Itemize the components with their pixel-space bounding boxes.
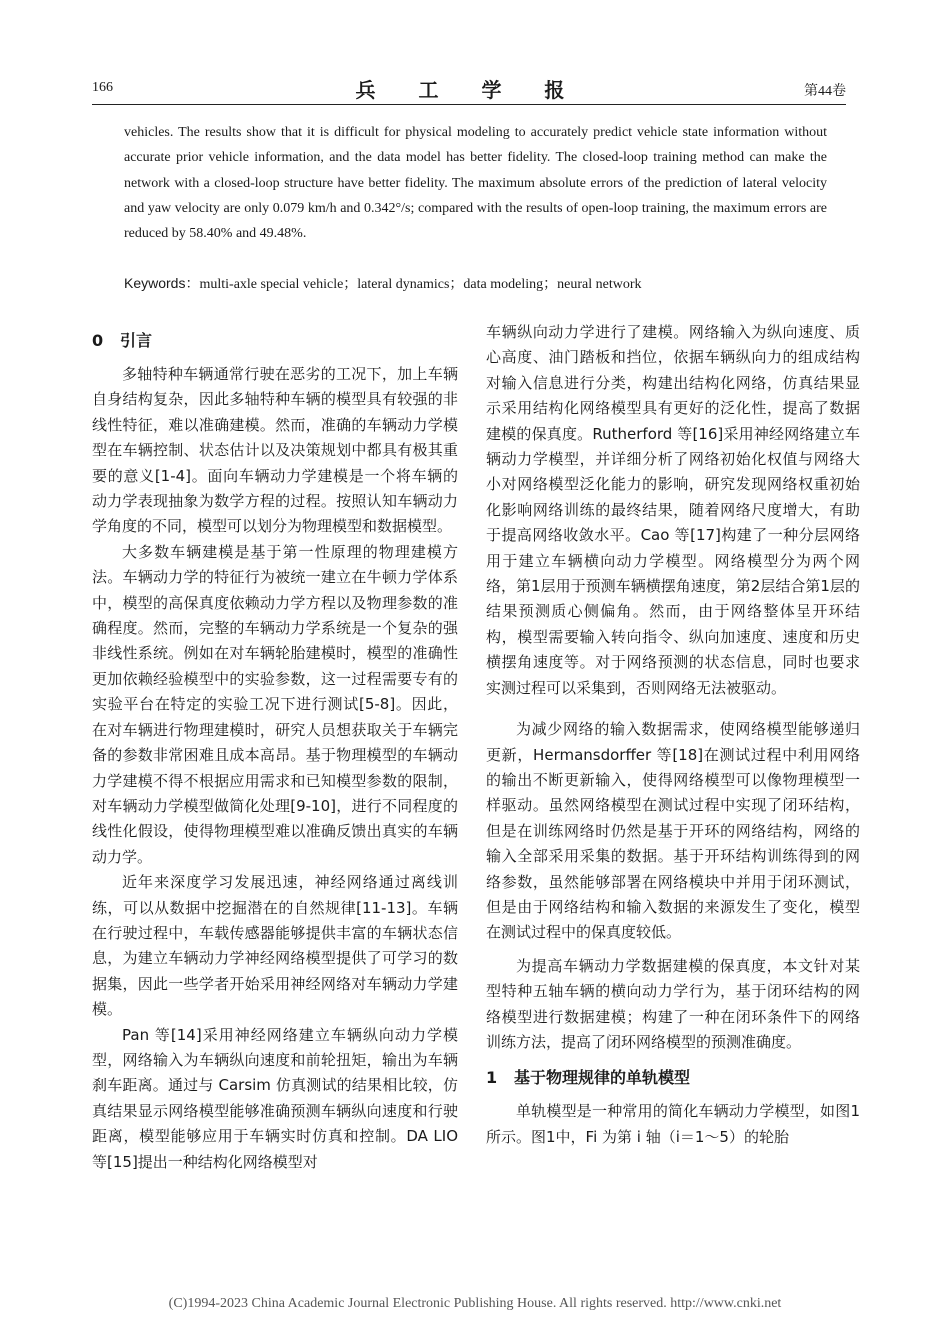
keywords-line (124, 271, 827, 297)
keywords-label: Keywords (124, 275, 186, 291)
paragraph: 车辆纵向动力学进行了建模。网络输入为纵向速度、质心高度、油门踏板和挡位，依据车辆纵向力的组成结构对输入信息进行分类，构建出结构化网络，仿真结果显示采用结构化网络模型具有更好的泛化性，提高了数据建模的保真度。Rutherford 等[16]采用神经网络建立车辆动力学模型，并详细分析了网络初始化权值与网络大小对网络模型泛化能力的影响，研究发现网络权重初始化影响网络训练的最终结果，随着网络尺度增大，有助于提高网络收敛水平。Cao 等[17]构建了一种分层网络用于建立车辆横向动力学模型。网络模型分为两个网络，第1层用于预测车辆横摆角速度，第2层结合第1层的结果预测质心侧偏角。然而，由于网络整体呈开环结构，模型需要输入转向指令、纵向加速度、速度和历史横摆角速度等。对于网络预测的状态信息，同时也要求实测过程可以采集到，否则网络无法被驱动。 (486, 323, 860, 697)
paragraph: 近年来深度学习发展迅速，神经网络通过离线训练，可以从数据中挖掘潜在的自然规律[11-13]。车辆在行驶过程中，车载传感器能够提供丰富的车辆状态信息，为建立车辆动力学神经网络模型提供了可学习的数据集，因此一些学者开始采用神经网络对车辆动力学建模。 (92, 873, 458, 1019)
page-header (92, 74, 846, 104)
section-heading-single-track (486, 1065, 860, 1091)
section-number: 0 (92, 331, 104, 350)
paragraph: 单轨模型是一种常用的简化车辆动力学模型，如图1所示。图1中，Fi 为第 i 轴（i＝1～5）的轮胎 (486, 1102, 860, 1146)
header-rule (92, 104, 846, 105)
abstract-continuation: vehicles. The results show that it is difficult for physical modeling to accurately predict vehicle state information without accurate prior vehicle information, and the data model has better fidelity. The closed-loop training method can make the network with a closed-loop structure have better fidelity. The maximum absolute errors of the prediction of lateral velocity and yaw velocity are only 0.079 km/h and 0.342°/s; compared with the results of open-loop training, the maximum errors are reduced by 58.40% and 49.48%. (124, 125, 827, 242)
paragraph: 大多数车辆建模是基于第一性原理的物理建模方法。车辆动力学的特征行为被统一建立在牛顿力学体系中，模型的高保真度依赖动力学方程以及物理参数的准确程度。然而，完整的车辆动力学系统是一个复杂的强非线性系统。例如在对车辆轮胎建模时，模型的准确性更加依赖经验模型中的实验参数，这一过程需要专有的实验平台在特定的实验工况下进行测试[5-8]。因此，在对车辆进行物理建模时，研究人员想获取关于车辆完备的参数非常困难且成本高昂。基于物理模型的车辆动力学建模不得不根据应用需求和已知模型参数的限制，对车辆动力学模型做简化处理[9-10]，进行不同程度的线性化假设，使得物理模型难以准确反馈出真实的车辆动力学。 (92, 542, 458, 866)
section-heading-intro (92, 328, 458, 354)
copyright-footer: (C)1994-2023 China Academic Journal Electronic Publishing House. All rights reserved. http://www.cnki.net (168, 1296, 782, 1311)
paragraph: 多轴特种车辆通常行驶在恶劣的工况下，加上车辆自身结构复杂，因此多轴特种车辆的模型具有较强的非线性特征，难以准确建模。然而，准确的车辆动力学模型在车辆控制、状态估计以及决策规划中都具有极其重要的意义[1-4]。面向车辆动力学建模是一个将车辆的动力学表现抽象为数学方程的过程。按照认知车辆动力学角度的不同，模型可以划分为物理模型和数据模型。 (92, 365, 458, 536)
section-number: 1 (486, 1068, 498, 1088)
paragraph: 为减少网络的输入数据需求，使网络模型能够递归更新，Hermansdorffer 等[18]在测试过程中利用网络的输出不断更新输入，使得网络模型可以像物理模型一样驱动。虽然网络模型在测试过程中实现了闭环结构，但是在训练网络时仍然是基于开环的网络结构，网络的输入全部采用采集的数据。基于开环结构训练得到的网络参数，虽然能够部署在网络模块中并用于闭环测试，但是由于网络结构和输入数据的来源发生了变化，模型在测试过程中的保真度较低。 (486, 720, 860, 942)
paragraph: Pan 等[14]采用神经网络建立车辆纵向动力学模型，网络输入为车辆纵向速度和前轮扭矩，输出为车辆刹车距离。通过与 Carsim 仿真测试的结果相比较，仿真结果显示网络模型能够准确预测车辆纵向速度和行驶距离，模型能够应用于车辆实时仿真和控制。DA LIO 等[15]提出一种结构化网络模型对 (92, 1025, 458, 1171)
journal-title: 兵 工 学 报 (355, 78, 583, 102)
paragraph: 为提高车辆动力学数据建模的保真度，本文针对某型特种五轴车辆的横向动力学行为，基于闭环结构的网络模型进行数据建模；构建了一种在闭环条件下的网络训练方法，提高了闭环网络模型的预测准确度。 (486, 956, 860, 1051)
section-title: 引言 (120, 331, 153, 350)
page-number: 166 (92, 80, 113, 95)
left-column (92, 320, 458, 1175)
keywords-text: ：multi-axle special vehicle；lateral dynamics；data modeling；neural network (185, 277, 642, 292)
right-column (486, 320, 860, 1150)
volume-label: 第44卷 (804, 84, 846, 99)
section-title: 基于物理规律的单轨模型 (514, 1068, 691, 1088)
